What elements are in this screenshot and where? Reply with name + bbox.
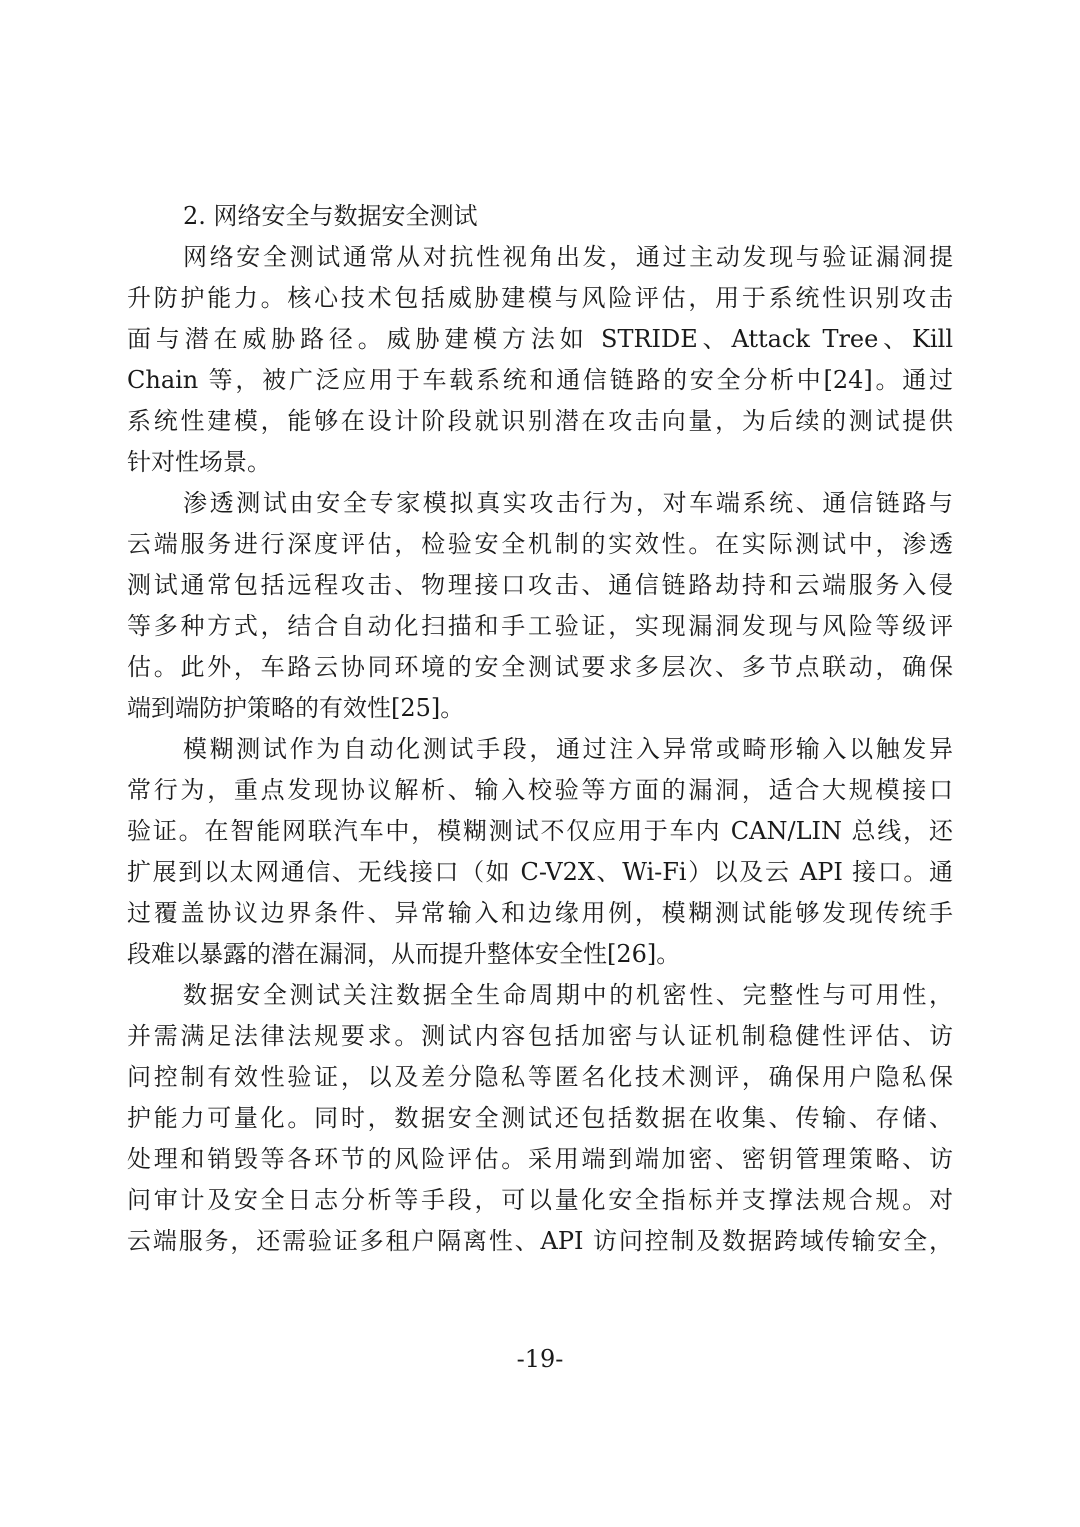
text-line: 针对性场景。: [127, 448, 271, 476]
text-line: 等多种方式，结合自动化扫描和手工验证，实现漏洞发现与风险等级评: [127, 612, 953, 640]
text-line: 端到端防护策略的有效性[25]。: [127, 694, 465, 722]
text-line: 估。此外，车路云协同环境的安全测试要求多层次、多节点联动，确保: [127, 653, 953, 681]
page-number: -19-: [516, 1345, 564, 1373]
text-line: 网络安全测试通常从对抗性视角出发，通过主动发现与验证漏洞提: [183, 243, 953, 271]
paragraph-data-security-testing: [127, 975, 953, 1262]
text-line: 模糊测试作为自动化测试手段，通过注入异常或畸形输入以触发异: [183, 735, 953, 763]
text-line: 面与潜在威胁路径。威胁建模方法如 STRIDE、Attack Tree、Kill: [127, 325, 953, 353]
text-line: 系统性建模，能够在设计阶段就识别潜在攻击向量，为后续的测试提供: [127, 407, 953, 435]
text-line: 渗透测试由安全专家模拟真实攻击行为，对车端系统、通信链路与: [183, 489, 953, 517]
text-line: 处理和销毁等各环节的风险评估。采用端到端加密、密钥管理策略、访: [127, 1145, 953, 1173]
text-line: 升防护能力。核心技术包括威胁建模与风险评估，用于系统性识别攻击: [127, 284, 953, 312]
text-line: 过覆盖协议边界条件、异常输入和边缘用例，模糊测试能够发现传统手: [127, 899, 953, 927]
paragraph-fuzz-testing: [127, 729, 953, 975]
text-line: 数据安全测试关注数据全生命周期中的机密性、完整性与可用性，: [183, 981, 953, 1009]
text-line: Chain 等，被广泛应用于车载系统和通信链路的安全分析中[24]。通过: [127, 366, 953, 394]
text-line: 云端服务进行深度评估，检验安全机制的实效性。在实际测试中，渗透: [127, 530, 953, 558]
paragraph-network-security-testing: [127, 237, 953, 483]
paragraph-penetration-testing: [127, 483, 953, 729]
text-line: 常行为，重点发现协议解析、输入校验等方面的漏洞，适合大规模接口: [127, 776, 953, 804]
text-line: 并需满足法律法规要求。测试内容包括加密与认证机制稳健性评估、访: [127, 1022, 953, 1050]
text-line: 云端服务，还需验证多租户隔离性、API 访问控制及数据跨域传输安全，: [127, 1227, 953, 1255]
text-line: 段难以暴露的潜在漏洞，从而提升整体安全性[26]。: [127, 940, 681, 968]
text-line: 测试通常包括远程攻击、物理接口攻击、通信链路劫持和云端服务入侵: [127, 571, 953, 599]
text-line: 护能力可量化。同时，数据安全测试还包括数据在收集、传输、存储、: [127, 1104, 953, 1132]
text-line: 验证。在智能网联汽车中，模糊测试不仅应用于车内 CAN/LIN 总线，还: [127, 817, 953, 845]
body-text: [127, 196, 953, 1262]
text-line: 问审计及安全日志分析等手段，可以量化安全指标并支撑法规合规。对: [127, 1186, 953, 1214]
text-line: 扩展到以太网通信、无线接口（如 C-V2X、Wi-Fi）以及云 API 接口。通: [127, 858, 953, 886]
text-line: 问控制有效性验证，以及差分隐私等匿名化技术测评，确保用户隐私保: [127, 1063, 953, 1091]
section-heading: 2. 网络安全与数据安全测试: [183, 202, 478, 230]
